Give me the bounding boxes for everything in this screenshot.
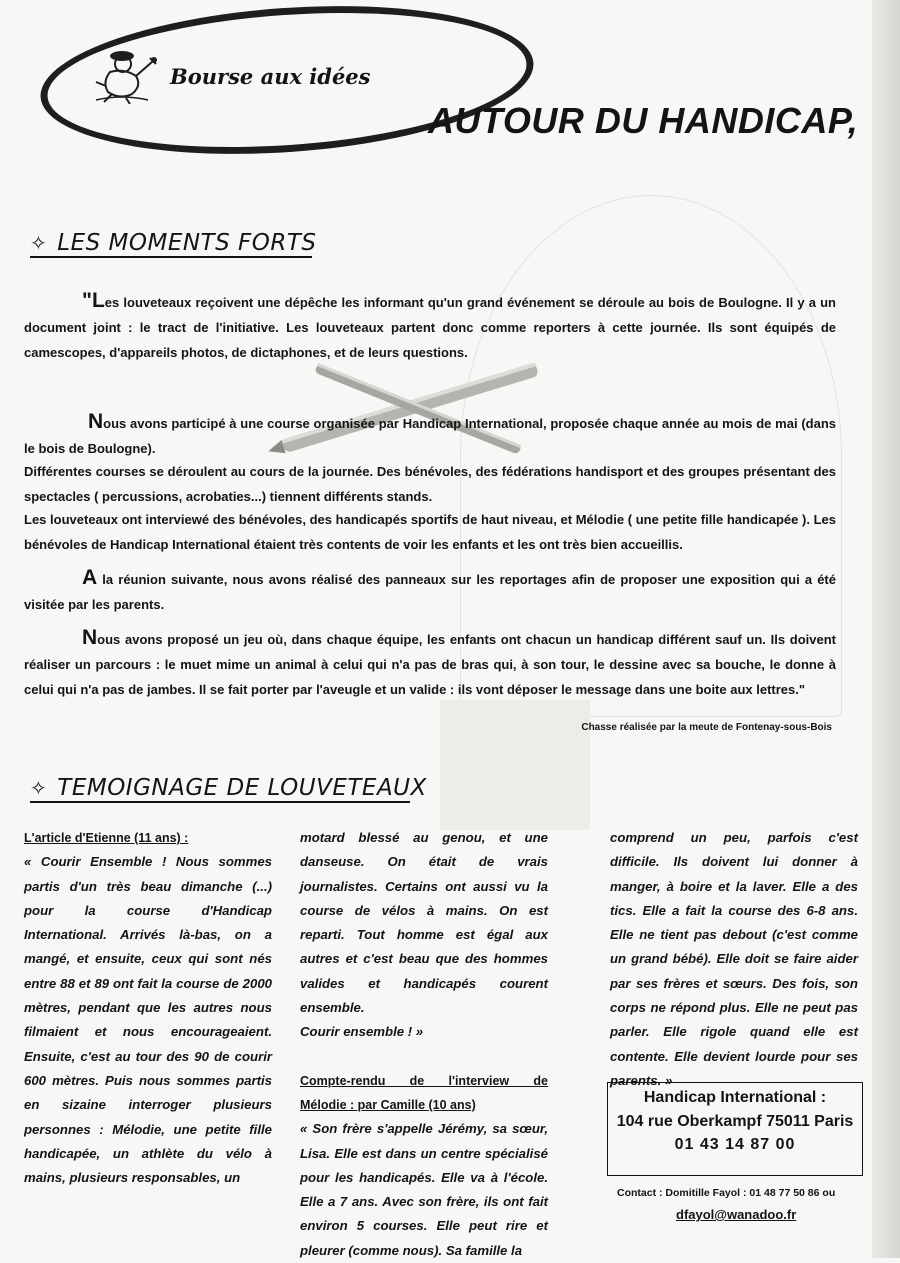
drop-cap: N [82,626,98,649]
page-edge [872,0,900,1258]
drop-cap: N [88,410,104,433]
section-heading-moments [30,230,316,256]
interview-text: comprend un peu, parfois c'est difficile. Ils doivent lui donner à manger, à boire et la laver. Elle a des tics. Elle a fait la course des 6-8 ans. Elle ne tient pas debout (c'est comme un grand bébé). Elle doit se faire aider par ses frères et sœurs. Des fois, son corps ne répond plus. Elle ne peut pas parler. Elle rigole quand elle est contente. Elle devient lourde pour ses parents. » [610,830,858,1088]
column-middle [300,826,548,1263]
show-through-block [440,700,590,830]
column-right [610,826,858,1093]
paragraph: Les louveteaux ont interviewé des bénévoles, des handicapés sportifs de haut niveau, et Mélodie ( une petite fille handicapée ). Les bénévoles de Handicap International étaient très contents de voir les enfants et les ont très bien accueillis. [24,512,836,552]
paragraph: "Les louveteaux reçoivent une dépêche les informant qu'un grand événement se déroule au bois de Boulogne. Il y a un document joint : le tract de l'initiative. Les louveteaux partent donc comme reporters à cette journée. Ils sont équipés de camescopes, d'appareils photos, de dictaphones, et de leurs questions. [24,289,836,360]
article-heading: L'article d'Etienne (11 ans) : [24,831,189,845]
contact-line: Contact : Domitille Fayol : 01 48 77 50 86 ou [617,1187,836,1199]
star-icon: ✧ [30,231,48,255]
page-title: AUTOUR DU HANDICAP, [428,100,859,141]
scout-mascot-icon [92,42,162,104]
star-icon: ✧ [30,776,48,800]
organization-phone: 01 43 14 87 00 [674,1136,796,1153]
section-title: TEMOIGNAGE DE LOUVETEAUX [57,775,427,801]
organization-name: Handicap International : [643,1089,827,1106]
section-heading-temoignage [30,775,427,801]
organization-address: 104 rue Oberkampf 75011 Paris [616,1113,854,1130]
column-etienne [24,826,272,1190]
interview-heading: Mélodie : par Camille (10 ans) [300,1097,476,1112]
drop-cap: A [82,566,98,589]
interview-text: « Son frère s'appelle Jérémy, sa sœur, Lisa. Elle est dans un centre spécialisé pour les handicapés. Elle va à l'école. Elle a 7 ans. Avec son frère, ils ont fait environ 5 courses. Elle peut rire et pleurer (comme nous). Sa famille la [300,1121,548,1258]
article-closing: Courir ensemble ! » [300,1024,424,1040]
paragraph: Nous avons participé à une course organisée par Handicap International, proposée chaque année au mois de mai (dans le bois de Boulogne). [24,410,836,456]
article-text: motard blessé au genou, et une danseuse. On était de vrais journalistes. Certains ont aussi vu la course de vélos à mains. On est reparti. Tout homme est égal aux autres et c'est beau que des hommes valides et handicapés courent ensemble. [300,830,548,1016]
contact-box [607,1082,863,1176]
paragraph: Nous avons proposé un jeu où, dans chaque équipe, les enfants ont chacun un handicap différent sauf un. Ils doivent réaliser un parcours : le muet mime un animal à celui qui n'a pas de bras qui, à son tour, le dessine avec sa bouche, le donne à celui qui n'a pas de jambes. Il se fait porter par l'aveugle et un valide : ils vont déposer le message dans une boite aux lettres." [24,626,836,697]
drop-cap: "L [82,289,105,312]
paragraph: A la réunion suivante, nous avons réalisé des panneaux sur les reportages afin de proposer une exposition qui a été visitée par les parents. [24,566,836,612]
section-underline [30,801,410,803]
email-link[interactable]: dfayol@wanadoo.fr [676,1207,797,1222]
article-text: « Courir Ensemble ! Nous sommes partis d'un très beau dimanche (...) pour la course d'Handicap International. Arrivés là-bas, on a mangé, et ensuite, ceux qui sont nés entre 88 et 89 ont fait la course de 2000 mètres, pendant que les autres nous filmaient et nous encourageaient. Ensuite, c'est au tour des 90 de courir 600 mètres. Puis nous sommes partis en sizaine interroger plusieurs personnes : Mélodie, une petite fille handicapée, un athlète du vélo à mains, plusieurs responsables, un [24,854,272,1186]
section-title: LES MOMENTS FORTS [57,230,317,256]
section-underline [30,256,312,258]
logo-text: Bourse aux idées [170,64,371,89]
paragraph: Différentes courses se déroulent au cours de la journée. Des bénévoles, des fédérations handisport et des groupes présentant des spectacles ( percussions, acrobaties...) tiennent différents stands. [24,464,836,504]
interview-heading: Compte-rendu de l'interview de [300,1073,548,1088]
credit-line: Chasse réalisée par la meute de Fontenay-sous-Bois [581,722,832,733]
